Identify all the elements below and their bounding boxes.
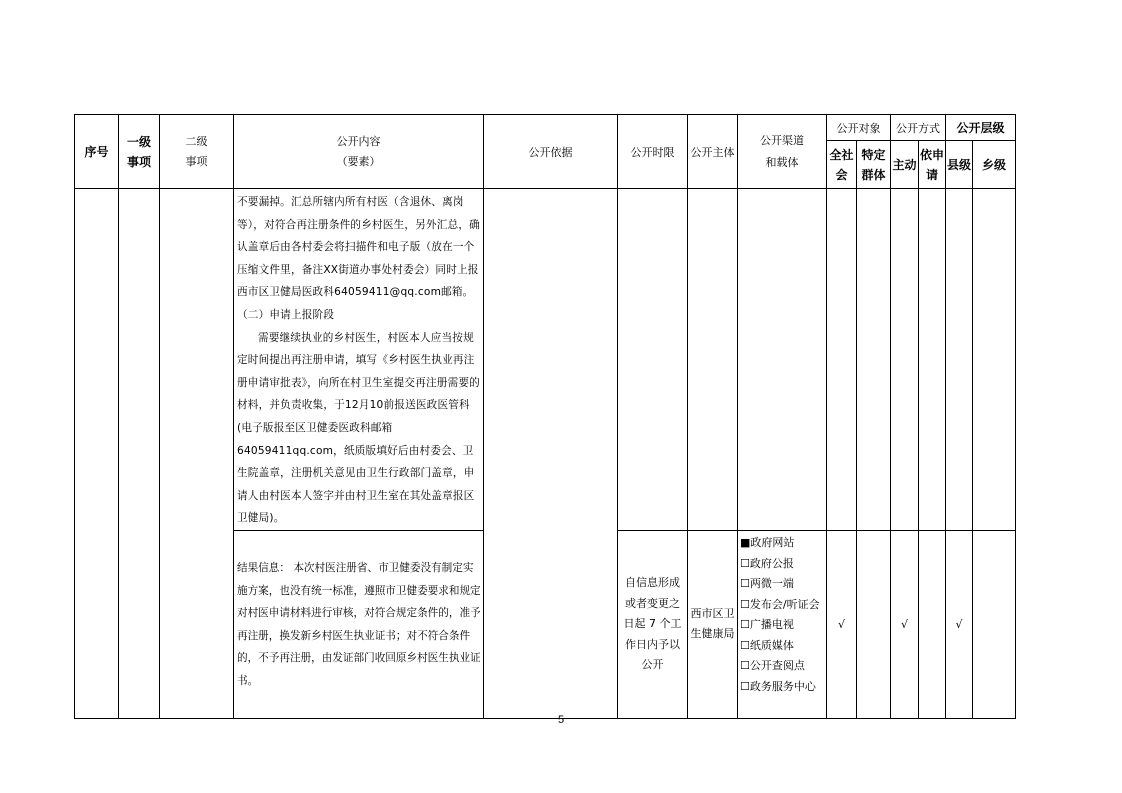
channel-option-public-reading-point: ☐公开查阅点 <box>740 659 805 673</box>
row1-target-all-cell <box>827 189 857 531</box>
header-level-town: 乡级 <box>973 141 1016 189</box>
header-method-group: 公开方式 <box>891 115 946 141</box>
header-content-title: 公开内容 <box>336 134 381 148</box>
header-content-sub: （要素） <box>336 154 381 168</box>
header-target-group: 公开对象 <box>827 115 891 141</box>
header-time-limit: 公开时限 <box>618 115 688 189</box>
row1-content-para: 不要漏掉。汇总所辖内所有村医（含退休、离岗等），对符合再注册条件的乡村医生，另外汇总，确认盖章后由各村委会将扫描件和电子版（放在一个压缩文件里，备注XX街道办事处村委会）同时上报西市区卫健局医政科64059411@qq.com邮箱。 <box>237 196 480 299</box>
channel-option-gov-gazette: ☐政府公报 <box>740 556 794 570</box>
header-seq: 序号 <box>75 115 119 189</box>
row1-content-heading: （二）申请上报阶段 <box>237 308 335 321</box>
disclosure-table <box>74 114 1016 719</box>
header-level-county: 县级 <box>946 141 973 189</box>
row2-target-specific-check <box>857 530 891 718</box>
channel-option-weibo-wechat-app: ☐两微一端 <box>740 577 794 591</box>
row2-target-all-check: √ <box>827 530 857 718</box>
row1-level-town-cell <box>973 189 1016 531</box>
row-level1-cell <box>119 189 160 719</box>
header-content <box>234 115 484 189</box>
row-basis-cell <box>484 189 618 719</box>
row2-subject: 西市区卫生健康局 <box>688 530 738 718</box>
channel-option-gov-service-center: ☐政务服务中心 <box>740 680 816 694</box>
row-level2-cell <box>160 189 234 719</box>
header-level2: 二级 事项 <box>160 115 234 189</box>
header-basis: 公开依据 <box>484 115 618 189</box>
header-channel: 公开渠道 和载体 <box>738 115 827 189</box>
row2-channel-list <box>738 530 827 718</box>
row1-subject-cell <box>688 189 738 531</box>
row1-method-apply-cell <box>919 189 946 531</box>
header-method-apply: 依申 请 <box>919 141 946 189</box>
row2-level-county-check: √ <box>946 530 973 718</box>
channel-option-gov-website: ■政府网站 <box>740 535 795 549</box>
row1-method-active-cell <box>891 189 919 531</box>
row1-time-cell <box>618 189 688 531</box>
header-method-active: 主动 <box>891 141 919 189</box>
row1-target-specific-cell <box>857 189 891 531</box>
channel-option-print-media: ☐纸质媒体 <box>740 638 794 652</box>
row2-method-active-check: √ <box>891 530 919 718</box>
page-number: 5 <box>557 714 565 726</box>
row2-time-limit: 自信息形成或者变更之日起 7 个工作日内予以公开 <box>618 530 688 718</box>
row-seq-cell <box>75 189 119 719</box>
header-level1: 一级 事项 <box>119 115 160 189</box>
row2-content: 结果信息： 本次村医注册省、市卫健委没有制定实施方案，也没有统一标准，遵照市卫健委要求和规定对村医申请材料进行审核，对符合规定条件的，准予再注册，换发新乡村医生执业证书；对不符合条件的，不予再注册，由发证部门收回原乡村医生执业证书。 <box>234 530 484 718</box>
row1-channel-cell <box>738 189 827 531</box>
row2-level-town-check <box>973 530 1016 718</box>
channel-option-press-hearing: ☐发布会/听证会 <box>740 597 820 611</box>
header-subject: 公开主体 <box>688 115 738 189</box>
channel-option-broadcast-tv: ☐广播电视 <box>740 618 794 632</box>
row1-level-county-cell <box>946 189 973 531</box>
row1-content-para: 需要继续执业的乡村医生，村医本人应当按规定时间提出再注册申请，填写《乡村医生执业再注册申请审批表》，向所在村卫生室提交再注册需要的材料，并负责收集，于12月10前报送医政医管科(电子版报至区卫健委医政科邮箱64059411qq.com，纸质版填好后由村委会、卫生院盖章，注册机关意见由卫生行政部门盖章，申请人由村医本人签字并由村卫生室在其处盖章报区卫健局)。 <box>237 331 480 525</box>
header-target-all: 全社 会 <box>827 141 857 189</box>
row1-content <box>234 189 484 531</box>
row2-method-apply-check <box>919 530 946 718</box>
header-target-specific: 特定 群体 <box>857 141 891 189</box>
header-level-group: 公开层级 <box>946 115 1016 141</box>
